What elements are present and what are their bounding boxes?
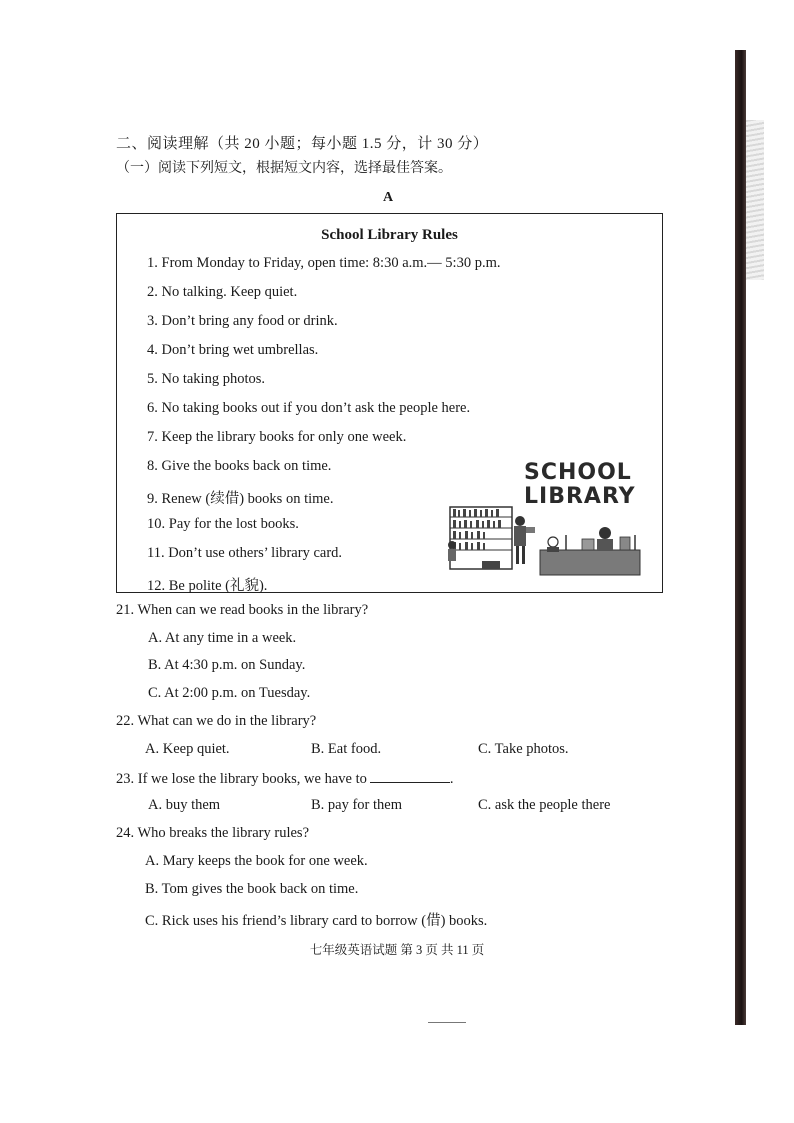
rule-item: 10. Pay for the lost books. — [147, 516, 299, 532]
illustration-text-school: SCHOOL — [524, 460, 632, 485]
rule-item: 6. No taking books out if you don’t ask the people here. — [147, 400, 471, 416]
rule-item: 1. From Monday to Friday, open time: 8:30 a.m.— 5:30 p.m. — [147, 255, 501, 271]
rule-item: 12. Be polite (礼貌). — [147, 578, 268, 594]
passage-label: A — [382, 190, 394, 205]
option-22-a: A. Keep quiet. — [145, 741, 230, 757]
option-24-b: B. Tom gives the book back on time. — [145, 881, 359, 897]
question-23-stem: 23. If we lose the library books, we have to — [116, 771, 367, 787]
option-23-c: C. ask the people there — [478, 797, 611, 813]
option-21-b: B. At 4:30 p.m. on Sunday. — [148, 657, 306, 673]
answer-blank — [370, 769, 450, 783]
question-21: 21. When can we read books in the library? — [116, 602, 369, 618]
question-23 — [116, 769, 454, 788]
notice-title: School Library Rules — [321, 227, 458, 243]
option-21-a: A. At any time in a week. — [148, 630, 297, 646]
school-library-illustration — [440, 455, 645, 580]
option-22-c: C. Take photos. — [478, 741, 569, 757]
rule-item: 3. Don’t bring any food or drink. — [147, 313, 338, 329]
rule-item: 8. Give the books back on time. — [147, 458, 332, 474]
option-22-b: B. Eat food. — [311, 741, 382, 757]
option-23-a: A. buy them — [148, 797, 221, 813]
question-24: 24. Who breaks the library rules? — [116, 825, 310, 841]
page-footer: 七年级英语试题 第 3 页 共 11 页 — [309, 943, 485, 957]
rule-item: 7. Keep the library books for only one week. — [147, 429, 407, 445]
divider-mark — [428, 1022, 466, 1023]
rule-item: 9. Renew (续借) books on time. — [147, 491, 334, 507]
section-heading: 二、阅读理解（共 20 小题；每小题 1.5 分，计 30 分） — [116, 136, 489, 152]
question-23-end: . — [449, 771, 454, 787]
illustration-text-library: LIBRARY — [524, 484, 636, 509]
rule-item: 5. No taking photos. — [147, 371, 266, 387]
rule-item: 11. Don’t use others’ library card. — [147, 545, 343, 561]
rule-item: 4. Don’t bring wet umbrellas. — [147, 342, 319, 358]
option-24-a: A. Mary keeps the book for one week. — [145, 853, 368, 869]
question-22: 22. What can we do in the library? — [116, 713, 317, 729]
rule-item: 2. No talking. Keep quiet. — [147, 284, 298, 300]
option-23-b: B. pay for them — [311, 797, 403, 813]
section-instructions: （一）阅读下列短文，根据短文内容，选择最佳答案。 — [116, 161, 452, 176]
option-21-c: C. At 2:00 p.m. on Tuesday. — [148, 685, 311, 701]
option-24-c: C. Rick uses his friend’s library card to borrow (借) books. — [145, 913, 488, 929]
